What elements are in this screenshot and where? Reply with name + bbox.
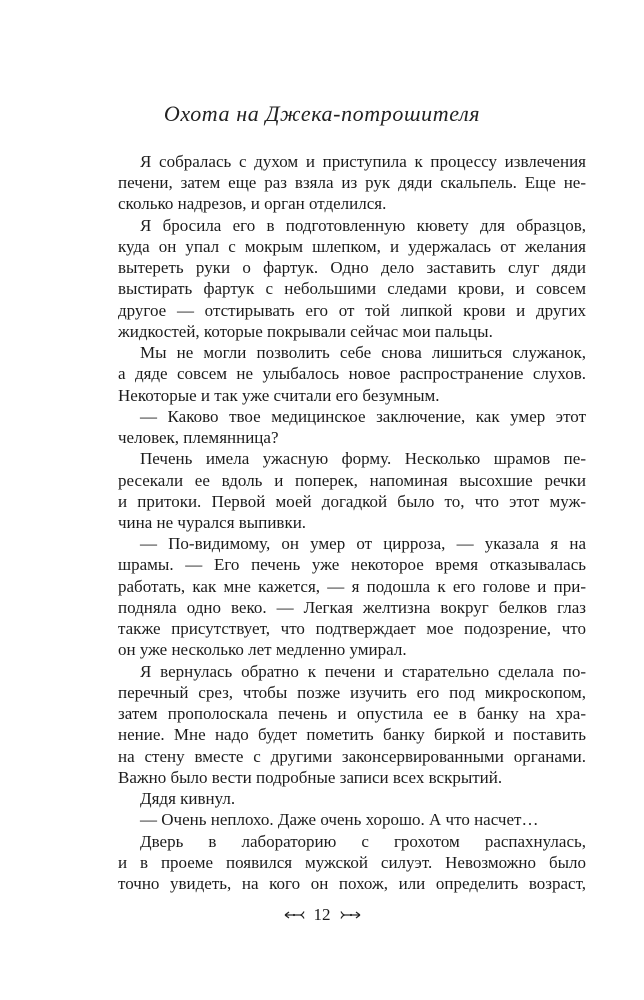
- text-line: Дверь в лабораторию с грохотом распахнулась,: [140, 831, 586, 851]
- text-line: Важно было вести подробные записи всех вскрытий.: [118, 767, 503, 787]
- text-line: Я бросила его в подготовленную кювету для образцов,: [140, 215, 586, 235]
- text-line: он уже несколько лет медленно умирал.: [118, 640, 407, 660]
- text-line: и притоки. Первой моей догадкой было то, что этот муж-: [118, 491, 586, 511]
- text-line: шрамы. — Его печень уже некоторое время отказывалась: [118, 555, 586, 575]
- text-line: Я собралась с духом и приступила к процессу извлечения: [140, 152, 586, 171]
- text-line: человек, племянница?: [118, 428, 279, 448]
- text-line: подняла одно веко. — Легкая желтизна вокруг белков глаз: [118, 597, 586, 617]
- paragraph: [118, 151, 586, 215]
- text-line: Печень имела ужасную форму. Несколько шрамов пе-: [140, 449, 586, 469]
- text-line: на стену вместе с другими законсервированными органами.: [118, 746, 586, 766]
- paragraph: [118, 448, 586, 533]
- paragraph: [118, 788, 586, 809]
- paragraph: [118, 831, 586, 895]
- text-line: затем прополоскала печень и опустила ее в банку на хра-: [118, 704, 586, 724]
- text-line: чина не чурался выпивки.: [118, 512, 307, 532]
- page-number: 12: [313, 905, 331, 924]
- paragraph: [118, 809, 586, 830]
- text-line: вытереть руки о фартук. Одно дело заставить слуг дяди: [118, 258, 586, 278]
- text-line: работать, как мне кажется, — я подошла к его голове и при-: [118, 576, 586, 596]
- paragraph: [118, 406, 586, 448]
- text-line: также присутствует, что подтверждает мое подозрение, что: [118, 619, 586, 639]
- text-line: — Каково твое медицинское заключение, как умер этот: [140, 406, 586, 426]
- text-line: — По-видимому, он умер от цирроза, — указала я на: [140, 534, 586, 554]
- running-head: Охота на Джека-потрошителя: [163, 101, 481, 126]
- text-line: Некоторые и так уже считали его безумным.: [118, 385, 440, 405]
- paragraph: [118, 661, 586, 788]
- text-line: Я вернулась обратно к печени и старательно сделала по-: [140, 661, 586, 681]
- text-line: другое — отстирывать его от той липкой крови и других: [118, 300, 586, 320]
- text-line: Мы не могли позволить себе снова лишиться служанок,: [140, 343, 586, 363]
- text-line: нение. Мне надо будет пометить банку биркой и поставить: [118, 725, 586, 745]
- paragraph: [118, 342, 586, 406]
- text-line: сколько надрезов, и орган отделился.: [118, 194, 387, 214]
- text-line: печени, затем еще раз взяла из рук дяди скальпель. Еще не-: [118, 173, 586, 193]
- text-line: ресекали ее вдоль и поперек, напоминая высохшие речки: [118, 470, 586, 490]
- paragraph: [118, 533, 586, 660]
- text-line: — Очень неплохо. Даже очень хорошо. А что насчет…: [140, 810, 539, 830]
- body-text: [118, 151, 586, 894]
- paragraph: [118, 215, 586, 342]
- text-line: и в проеме появился мужской силуэт. Невозможно было: [118, 852, 586, 872]
- fleuron-left-icon: [283, 909, 305, 921]
- text-line: точно увидеть, на кого он похож, или определить возраст,: [118, 873, 586, 893]
- text-line: а дяде совсем не улыбалось новое распространение слухов.: [118, 364, 586, 384]
- folio: [0, 903, 644, 927]
- text-line: выстирать фартук с небольшими следами крови, и совсем: [118, 279, 586, 299]
- text-line: жидкостей, которые покрывали сейчас мои пальцы.: [118, 321, 493, 341]
- text-line: Дядя кивнул.: [140, 789, 236, 809]
- text-line: перечный срез, чтобы позже изучить его под микроскопом,: [118, 682, 586, 702]
- text-line: куда он упал с мокрым шлепком, и удержалась от желания: [118, 236, 586, 256]
- fleuron-right-icon: [340, 909, 362, 921]
